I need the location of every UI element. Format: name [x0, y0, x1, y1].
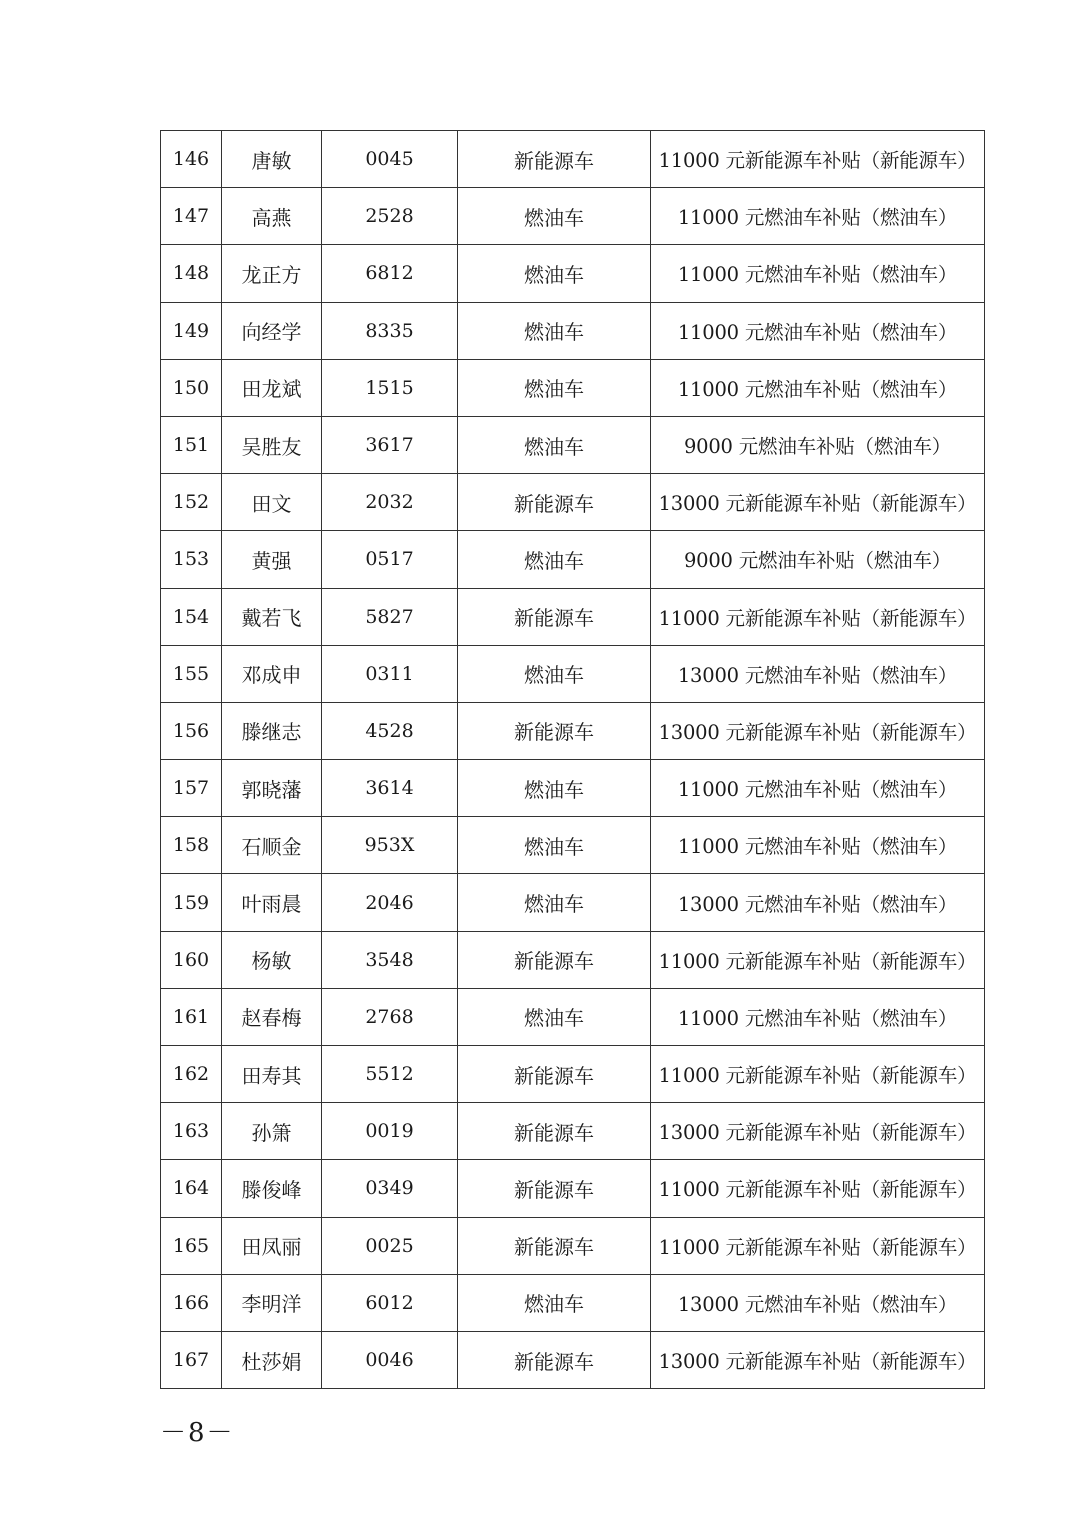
id-suffix-cell: 0046: [322, 1331, 458, 1388]
table-row: [161, 359, 985, 416]
vehicle-type-cell: 新能源车: [458, 1046, 651, 1103]
id-suffix-cell: 8335: [322, 302, 458, 359]
id-suffix-cell: 6012: [322, 1274, 458, 1331]
table-row: [161, 874, 985, 931]
row-number-cell: 154: [161, 588, 222, 645]
row-number-cell: 158: [161, 817, 222, 874]
row-number-cell: 161: [161, 988, 222, 1045]
subsidy-cell: 11000 元新能源车补贴（新能源车）: [651, 1160, 985, 1217]
row-number-cell: 156: [161, 702, 222, 759]
table-row: [161, 474, 985, 531]
subsidy-cell: 11000 元燃油车补贴（燃油车）: [651, 760, 985, 817]
table-row: [161, 531, 985, 588]
row-number-cell: 155: [161, 645, 222, 702]
id-suffix-cell: 2768: [322, 988, 458, 1045]
name-cell: 向经学: [222, 302, 322, 359]
name-cell: 龙正方: [222, 245, 322, 302]
vehicle-type-cell: 燃油车: [458, 1274, 651, 1331]
table-row: [161, 245, 985, 302]
id-suffix-cell: 2528: [322, 188, 458, 245]
vehicle-type-cell: 燃油车: [458, 817, 651, 874]
table-row: [161, 1046, 985, 1103]
name-cell: 唐敏: [222, 131, 322, 188]
name-cell: 叶雨晨: [222, 874, 322, 931]
id-suffix-cell: 3548: [322, 931, 458, 988]
vehicle-type-cell: 燃油车: [458, 416, 651, 473]
row-number-cell: 157: [161, 760, 222, 817]
table-row: [161, 1274, 985, 1331]
id-suffix-cell: 3614: [322, 760, 458, 817]
vehicle-type-cell: 燃油车: [458, 645, 651, 702]
name-cell: 田寿其: [222, 1046, 322, 1103]
name-cell: 滕俊峰: [222, 1160, 322, 1217]
subsidy-cell: 13000 元新能源车补贴（新能源车）: [651, 702, 985, 759]
subsidy-cell: 11000 元新能源车补贴（新能源车）: [651, 931, 985, 988]
table-row: [161, 1331, 985, 1388]
name-cell: 赵春梅: [222, 988, 322, 1045]
row-number-cell: 160: [161, 931, 222, 988]
vehicle-type-cell: 燃油车: [458, 188, 651, 245]
vehicle-type-cell: 新能源车: [458, 1160, 651, 1217]
vehicle-type-cell: 新能源车: [458, 1103, 651, 1160]
subsidy-cell: 13000 元燃油车补贴（燃油车）: [651, 1274, 985, 1331]
row-number-cell: 166: [161, 1274, 222, 1331]
vehicle-type-cell: 新能源车: [458, 588, 651, 645]
vehicle-type-cell: 燃油车: [458, 874, 651, 931]
name-cell: 李明洋: [222, 1274, 322, 1331]
page-number: －8－: [160, 1418, 235, 1448]
row-number-cell: 147: [161, 188, 222, 245]
vehicle-type-cell: 燃油车: [458, 531, 651, 588]
row-number-cell: 150: [161, 359, 222, 416]
subsidy-cell: 13000 元新能源车补贴（新能源车）: [651, 1331, 985, 1388]
name-cell: 郭晓藩: [222, 760, 322, 817]
id-suffix-cell: 2046: [322, 874, 458, 931]
name-cell: 田凤丽: [222, 1217, 322, 1274]
id-suffix-cell: 5827: [322, 588, 458, 645]
vehicle-type-cell: 新能源车: [458, 131, 651, 188]
name-cell: 田文: [222, 474, 322, 531]
vehicle-type-cell: 燃油车: [458, 988, 651, 1045]
id-suffix-cell: 953X: [322, 817, 458, 874]
subsidy-cell: 11000 元燃油车补贴（燃油车）: [651, 988, 985, 1045]
subsidy-cell: 9000 元燃油车补贴（燃油车）: [651, 531, 985, 588]
table-row: [161, 416, 985, 473]
row-number-cell: 151: [161, 416, 222, 473]
subsidy-cell: 11000 元燃油车补贴（燃油车）: [651, 817, 985, 874]
vehicle-type-cell: 燃油车: [458, 245, 651, 302]
id-suffix-cell: 2032: [322, 474, 458, 531]
table-row: [161, 817, 985, 874]
name-cell: 杜莎娟: [222, 1331, 322, 1388]
subsidy-cell: 11000 元新能源车补贴（新能源车）: [651, 588, 985, 645]
row-number-cell: 146: [161, 131, 222, 188]
name-cell: 杨敏: [222, 931, 322, 988]
vehicle-type-cell: 新能源车: [458, 1217, 651, 1274]
id-suffix-cell: 0311: [322, 645, 458, 702]
vehicle-type-cell: 燃油车: [458, 760, 651, 817]
row-number-cell: 152: [161, 474, 222, 531]
subsidy-table: [160, 130, 985, 1389]
row-number-cell: 165: [161, 1217, 222, 1274]
id-suffix-cell: 0045: [322, 131, 458, 188]
row-number-cell: 148: [161, 245, 222, 302]
name-cell: 田龙斌: [222, 359, 322, 416]
subsidy-cell: 13000 元燃油车补贴（燃油车）: [651, 645, 985, 702]
subsidy-cell: 11000 元燃油车补贴（燃油车）: [651, 245, 985, 302]
subsidy-cell: 11000 元燃油车补贴（燃油车）: [651, 359, 985, 416]
subsidy-cell: 11000 元燃油车补贴（燃油车）: [651, 188, 985, 245]
table-row: [161, 645, 985, 702]
table-row: [161, 931, 985, 988]
row-number-cell: 159: [161, 874, 222, 931]
id-suffix-cell: 0517: [322, 531, 458, 588]
table-row: [161, 1217, 985, 1274]
subsidy-cell: 11000 元燃油车补贴（燃油车）: [651, 302, 985, 359]
name-cell: 高燕: [222, 188, 322, 245]
id-suffix-cell: 0349: [322, 1160, 458, 1217]
row-number-cell: 164: [161, 1160, 222, 1217]
vehicle-type-cell: 新能源车: [458, 1331, 651, 1388]
table-row: [161, 188, 985, 245]
table-row: [161, 988, 985, 1045]
row-number-cell: 153: [161, 531, 222, 588]
name-cell: 石顺金: [222, 817, 322, 874]
name-cell: 邓成申: [222, 645, 322, 702]
table-row: [161, 588, 985, 645]
subsidy-cell: 9000 元燃油车补贴（燃油车）: [651, 416, 985, 473]
row-number-cell: 163: [161, 1103, 222, 1160]
id-suffix-cell: 6812: [322, 245, 458, 302]
name-cell: 戴若飞: [222, 588, 322, 645]
id-suffix-cell: 5512: [322, 1046, 458, 1103]
vehicle-type-cell: 燃油车: [458, 302, 651, 359]
id-suffix-cell: 0019: [322, 1103, 458, 1160]
subsidy-cell: 11000 元新能源车补贴（新能源车）: [651, 1046, 985, 1103]
id-suffix-cell: 0025: [322, 1217, 458, 1274]
subsidy-cell: 13000 元新能源车补贴（新能源车）: [651, 1103, 985, 1160]
table-row: [161, 1160, 985, 1217]
row-number-cell: 167: [161, 1331, 222, 1388]
vehicle-type-cell: 新能源车: [458, 702, 651, 759]
table-row: [161, 131, 985, 188]
id-suffix-cell: 3617: [322, 416, 458, 473]
name-cell: 滕继志: [222, 702, 322, 759]
subsidy-cell: 13000 元燃油车补贴（燃油车）: [651, 874, 985, 931]
vehicle-type-cell: 燃油车: [458, 359, 651, 416]
name-cell: 孙箫: [222, 1103, 322, 1160]
name-cell: 黄强: [222, 531, 322, 588]
name-cell: 吴胜友: [222, 416, 322, 473]
table-row: [161, 302, 985, 359]
subsidy-cell: 11000 元新能源车补贴（新能源车）: [651, 1217, 985, 1274]
vehicle-type-cell: 新能源车: [458, 474, 651, 531]
vehicle-type-cell: 新能源车: [458, 931, 651, 988]
subsidy-cell: 13000 元新能源车补贴（新能源车）: [651, 474, 985, 531]
table-row: [161, 702, 985, 759]
subsidy-cell: 11000 元新能源车补贴（新能源车）: [651, 131, 985, 188]
id-suffix-cell: 1515: [322, 359, 458, 416]
row-number-cell: 149: [161, 302, 222, 359]
id-suffix-cell: 4528: [322, 702, 458, 759]
table-row: [161, 1103, 985, 1160]
table-row: [161, 760, 985, 817]
row-number-cell: 162: [161, 1046, 222, 1103]
table-body: [161, 131, 985, 1389]
